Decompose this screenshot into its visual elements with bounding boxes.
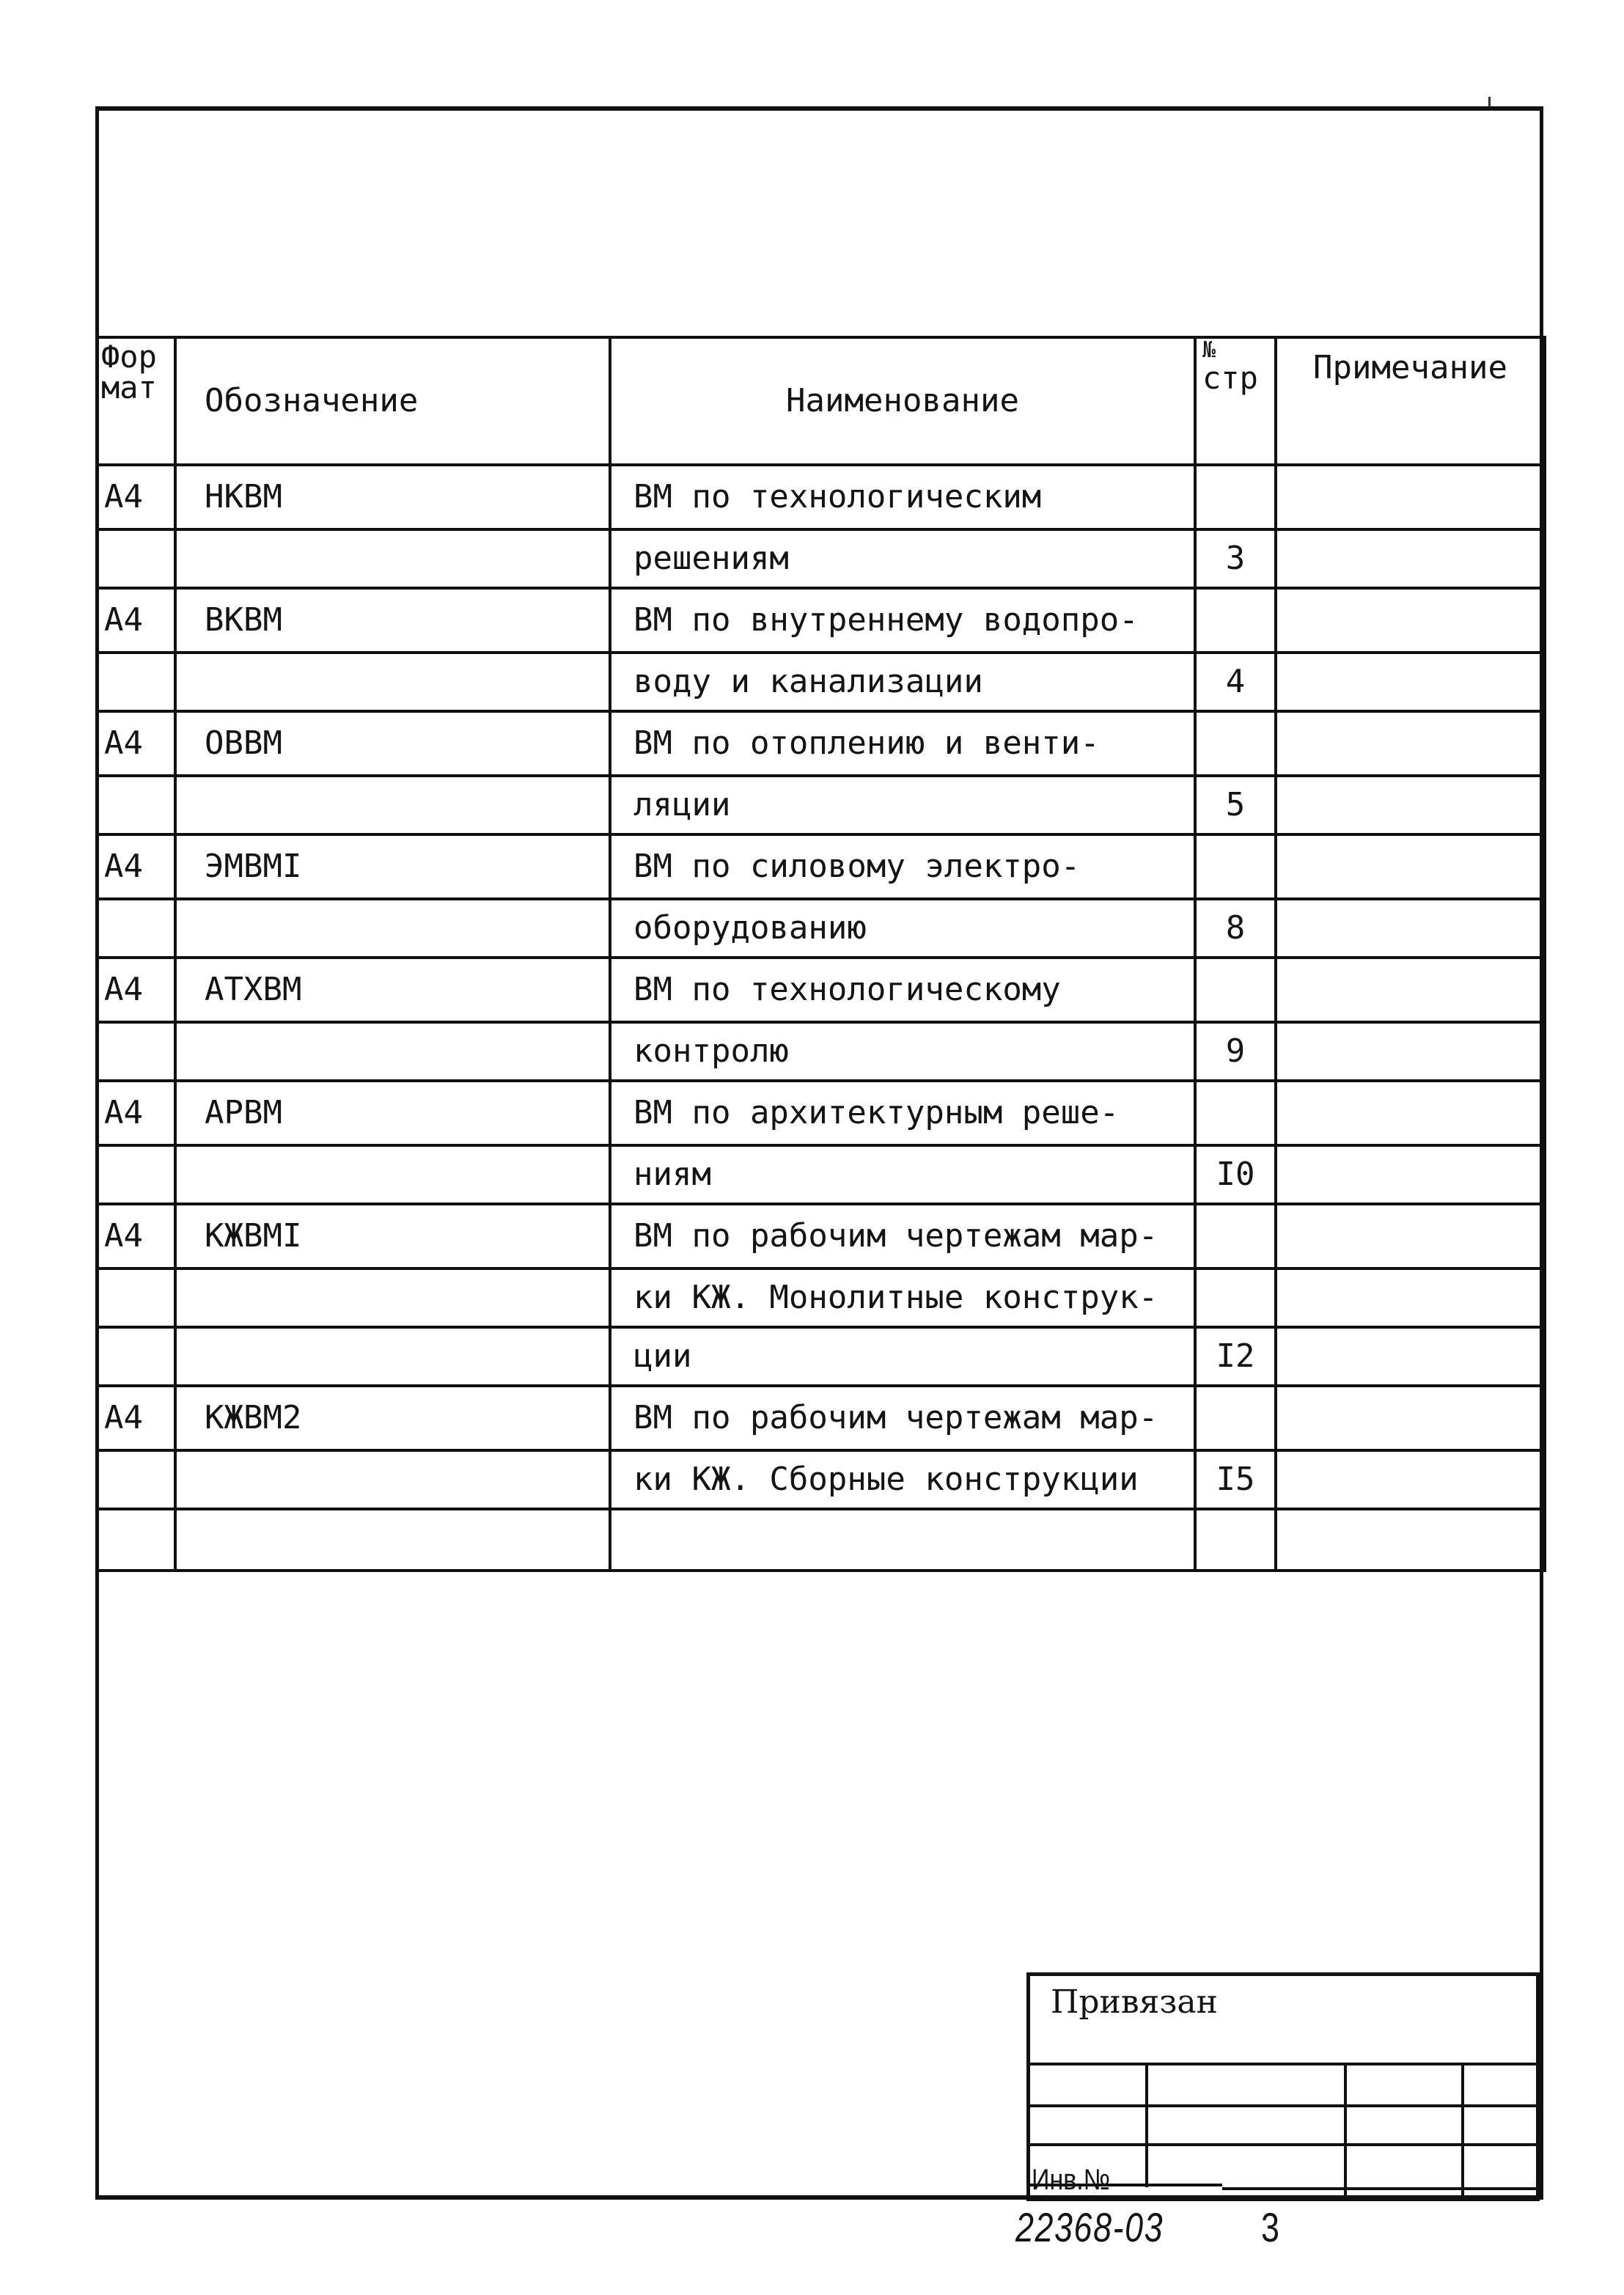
cell-note <box>1276 465 1545 529</box>
header-designation: Обозначение <box>175 337 610 465</box>
cell-format <box>97 529 175 588</box>
cell-page <box>1195 1268 1276 1327</box>
cell-designation <box>175 1327 610 1386</box>
stamp-divider <box>1344 2063 1347 2197</box>
binding-stamp <box>1026 1972 1540 2201</box>
cell-format: А4 <box>97 1081 175 1145</box>
cell-name: контролю <box>610 1022 1195 1081</box>
cell-format: А4 <box>97 834 175 899</box>
cell-note <box>1276 529 1545 588</box>
cell-page <box>1195 1386 1276 1450</box>
cell-format <box>97 1450 175 1509</box>
cell-format <box>97 1022 175 1081</box>
cell-designation: АТХВМ <box>175 958 610 1022</box>
table-row <box>97 834 1545 899</box>
cell-format <box>97 1327 175 1386</box>
inventory-number-label: Инв.№ <box>1032 2164 1111 2196</box>
cell-designation <box>175 1509 610 1571</box>
cell-name: ВМ по технологическим <box>610 465 1195 529</box>
table-row <box>97 958 1545 1022</box>
cell-designation <box>175 1268 610 1327</box>
header-format-line2: мат <box>101 370 157 405</box>
cell-name: ВМ по архитектурным реше- <box>610 1081 1195 1145</box>
cell-page <box>1195 1509 1276 1571</box>
cell-designation: КЖВМ2 <box>175 1386 610 1450</box>
table-row <box>97 1268 1545 1327</box>
table-row <box>97 899 1545 958</box>
cell-name: ВМ по технологическому <box>610 958 1195 1022</box>
document-code: 22368-03 <box>1015 2204 1164 2250</box>
cell-page: 8 <box>1195 899 1276 958</box>
cell-designation <box>175 899 610 958</box>
table-row <box>97 776 1545 834</box>
cell-note <box>1276 899 1545 958</box>
cell-page <box>1195 1204 1276 1268</box>
cell-format <box>97 1145 175 1204</box>
cell-note <box>1276 834 1545 899</box>
table-row <box>97 1204 1545 1268</box>
cell-page <box>1195 834 1276 899</box>
cell-name: ВМ по внутреннему водопро- <box>610 588 1195 653</box>
cell-format <box>97 899 175 958</box>
cell-note <box>1276 958 1545 1022</box>
header-page <box>1195 337 1276 465</box>
cell-format <box>97 1268 175 1327</box>
cell-name: оборудованию <box>610 899 1195 958</box>
cell-format: А4 <box>97 1204 175 1268</box>
cell-name: решениям <box>610 529 1195 588</box>
cell-page <box>1195 465 1276 529</box>
stamp-rule <box>1030 2104 1536 2107</box>
cell-designation: АРВМ <box>175 1081 610 1145</box>
cell-name: ВМ по рабочим чертежам мар- <box>610 1204 1195 1268</box>
cell-note <box>1276 1268 1545 1327</box>
cell-note <box>1276 776 1545 834</box>
table-row <box>97 1450 1545 1509</box>
stamp-title: Привязан <box>1051 1983 1218 2021</box>
table-row <box>97 1145 1545 1204</box>
table-row <box>97 588 1545 653</box>
cell-page: I0 <box>1195 1145 1276 1204</box>
cell-format: А4 <box>97 588 175 653</box>
table-row <box>97 653 1545 711</box>
table-row <box>97 1386 1545 1450</box>
cell-name: ВМ по отоплению и венти- <box>610 711 1195 776</box>
cell-note <box>1276 653 1545 711</box>
stamp-divider <box>1145 2063 1148 2187</box>
frame-tick-mark <box>1488 97 1491 107</box>
cell-designation <box>175 1450 610 1509</box>
cell-note <box>1276 1081 1545 1145</box>
table-row <box>97 529 1545 588</box>
cell-designation: ВКВМ <box>175 588 610 653</box>
cell-format: А4 <box>97 711 175 776</box>
table-row <box>97 711 1545 776</box>
cell-note <box>1276 1022 1545 1081</box>
cell-note <box>1276 1327 1545 1386</box>
cell-note <box>1276 1204 1545 1268</box>
table-row <box>97 1022 1545 1081</box>
cell-page: 5 <box>1195 776 1276 834</box>
cell-format <box>97 653 175 711</box>
cell-name: воду и канализации <box>610 653 1195 711</box>
header-note: Примечание <box>1276 337 1545 465</box>
cell-name: ВМ по рабочим чертежам мар- <box>610 1386 1195 1450</box>
cell-format: А4 <box>97 958 175 1022</box>
contents-table <box>95 336 1546 1572</box>
cell-page <box>1195 958 1276 1022</box>
cell-page <box>1195 588 1276 653</box>
cell-name: ции <box>610 1327 1195 1386</box>
cell-page <box>1195 711 1276 776</box>
cell-designation <box>175 1145 610 1204</box>
header-page-number-sign: № <box>1202 337 1216 363</box>
header-page-label: стр <box>1202 359 1258 396</box>
cell-page: I2 <box>1195 1327 1276 1386</box>
cell-page <box>1195 1081 1276 1145</box>
stamp-rule <box>1222 2187 1536 2190</box>
table-row <box>97 465 1545 529</box>
cell-name <box>610 1509 1195 1571</box>
cell-designation <box>175 1022 610 1081</box>
cell-note <box>1276 1509 1545 1571</box>
cell-designation <box>175 653 610 711</box>
cell-page: 3 <box>1195 529 1276 588</box>
cell-note <box>1276 1145 1545 1204</box>
cell-page: I5 <box>1195 1450 1276 1509</box>
cell-note <box>1276 588 1545 653</box>
cell-designation: КЖВМI <box>175 1204 610 1268</box>
cell-note <box>1276 1386 1545 1450</box>
table-header-row <box>97 337 1545 465</box>
cell-name: ВМ по силовому электро- <box>610 834 1195 899</box>
cell-name: ляции <box>610 776 1195 834</box>
cell-designation: НКВМ <box>175 465 610 529</box>
cell-name: ки КЖ. Монолитные конструк- <box>610 1268 1195 1327</box>
cell-designation <box>175 776 610 834</box>
cell-designation <box>175 529 610 588</box>
table-row <box>97 1081 1545 1145</box>
header-format-line1: Фор <box>101 339 157 375</box>
cell-name: ки КЖ. Сборные конструкции <box>610 1450 1195 1509</box>
cell-designation: ЭМВМI <box>175 834 610 899</box>
cell-designation: ОВВМ <box>175 711 610 776</box>
cell-note <box>1276 711 1545 776</box>
cell-page: 9 <box>1195 1022 1276 1081</box>
cell-format <box>97 1509 175 1571</box>
cell-format <box>97 776 175 834</box>
cell-note <box>1276 1450 1545 1509</box>
header-name: Наименование <box>610 337 1195 465</box>
header-format <box>97 337 175 465</box>
cell-name: ниям <box>610 1145 1195 1204</box>
page-number: 3 <box>1261 2204 1279 2250</box>
table-row <box>97 1327 1545 1386</box>
cell-format: А4 <box>97 1386 175 1450</box>
table-row <box>97 1509 1545 1571</box>
stamp-divider <box>1461 2063 1464 2197</box>
cell-format: А4 <box>97 465 175 529</box>
cell-page: 4 <box>1195 653 1276 711</box>
stamp-rule <box>1030 2063 1536 2066</box>
stamp-rule <box>1030 2143 1536 2146</box>
